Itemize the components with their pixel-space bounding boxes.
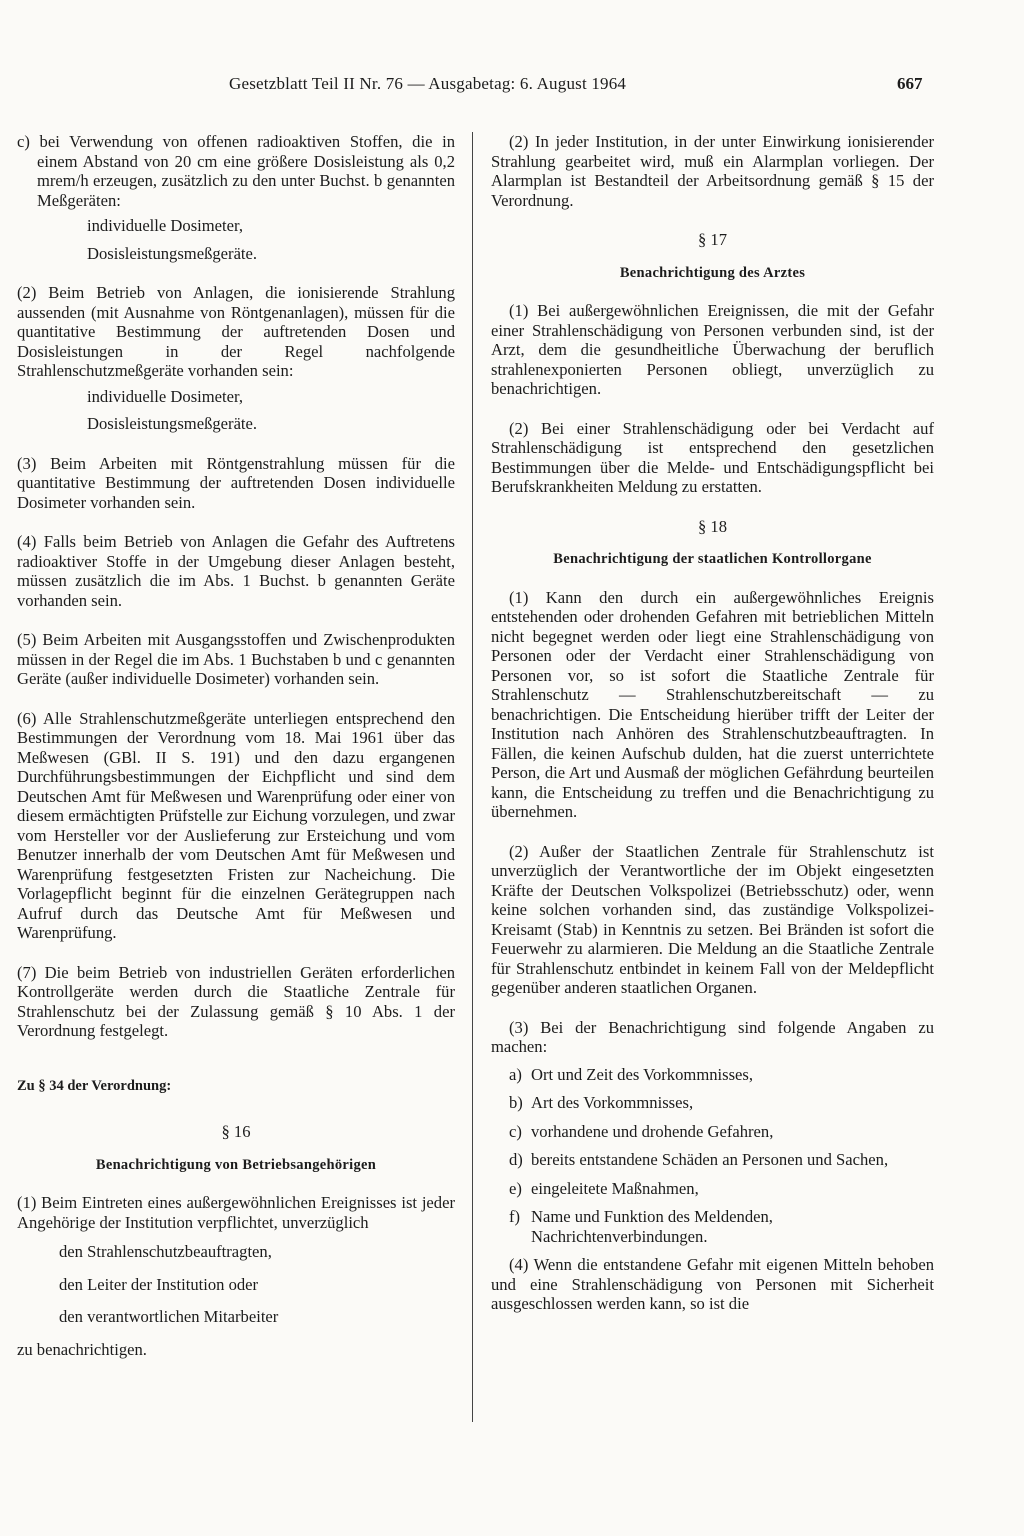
list-text: Ort und Zeit des Vorkommnisses, [531,1064,754,1084]
paragraph-7: (7) Die beim Betrieb von industriellen Geräten erforderlichen Kontrollgeräte werden durch die Staatliche Zentrale für Strahlenschutz bei der Zulassung gemäß § 10 Abs. 1 der Verordnung festgelegt. [17,962,455,1040]
section-16-paragraph-2: (2) In jeder Institution, in der unter Einwirkung ionisierender Strahlung gearbeitet wird, muß ein Alarmplan vorliegen. Der Alarmplan ist Bestandteil der Arbeitsordnung gemäß § 15 der Verordnung. [491,132,934,210]
section-16-recipient-list [17,1242,455,1327]
list-letter: f) [509,1207,521,1226]
item-c-sub2: Dosisleistungsmeßgeräte. [87,243,258,263]
page-number: 667 [897,74,923,93]
section-17-paragraph-1: (1) Bei außergewöhnlichen Ereignissen, die mit der Gefahr einer Strahlenschädigung von Personen verbunden sind, ist der Arzt, dem die gesundheitliche Überwachung der beruflich strahlenexponierten Personen obliegt, unverzüglich zu benachrichtigen. [491,301,934,398]
list-letter: d) [509,1150,523,1169]
list-item: den verantwortlichen Mitarbeiter [59,1307,279,1326]
list-item: den Strahlenschutzbeauftragten, [59,1242,272,1261]
paragraph-2-text: (2) Beim Betrieb von Anlagen, die ionisierende Strahlung aussenden (mit Ausnahme von Röntgenanlagen), müssen für die quantitative Bestimmung der auftretenden Dosen und Dosisleistungen in der Regel nachfolgende Strahlenschutzmeßgeräte vorhanden sein: [17,283,455,380]
list-item [491,1093,934,1113]
paragraph-2-sub1: individuelle Dosimeter, [87,386,244,406]
paragraph-6: (6) Alle Strahlenschutzmeßgeräte unterliegen entsprechend den Bestimmungen der Verordnung vom 18. Mai 1961 über das Meßwesen (GBl. II S. 191) und den dazu ergangenen Durchführungsbestimmungen der Eichpflicht und sind dem Deutschen Amt für Meßwesen und Warenprüfung oder einer von diesem ermächtigten Prüfstelle zur Eichung vorzulegen, und zwar vom Hersteller vor der Auslieferung zur Ersteichung und vom Benutzer innerhalb der vom Deutschen Amt für Meßwesen und Warenprüfung festgesetzten Fristen zur Nacheichung. Die Vorlagepflicht beginnt für die einzelnen Gerätegruppen nach Aufruf durch das Deutsche Amt für Meßwesen und Warenprüfung. [17,708,455,942]
section-17-number: § 17 [697,230,728,249]
item-c-sublist [17,216,455,263]
list-text: bereits entstandene Schäden an Personen und Sachen, [531,1150,889,1169]
paragraph-2 [17,283,455,434]
column-divider [472,132,473,1422]
list-item [491,1065,934,1085]
item-c-text: c) bei Verwendung von offenen radioaktiven Stoffen, die in einem Abstand von 20 cm eine größere Dosisleistung als 0,2 mrem/h erzeugen, zusätzlich zu den unter Buchst. b genannten Meßgeräten: [17,132,455,210]
section-16-number: § 16 [221,1122,251,1141]
list-letter: e) [509,1178,522,1198]
right-column [491,132,934,1314]
paragraph-2-sublist [17,387,455,434]
list-letter: a) [509,1064,522,1084]
section-18-paragraph-1: (1) Kann den durch ein außergewöhnliches Ereignis entstehenden oder drohenden Gefahren mit betrieblichen Mitteln nicht begegnet werden oder liegt eine Strahlenschädigung von Personen oder der Verdacht einer Strahlenschädigung von Personen vor, so ist sofort die Staatliche Zentrale für Strahlenschutz — Strahlenschutzbereitschaft — zu benachrichtigen. Die Entscheidung hierüber trifft der Leiter der Institution nach Anhören des Strahlenschutzbeauftragten. In Fällen, die keinen Aufschub dulden, hat die zuerst unterrichtete Person, die Art und Ausmaß der möglichen Gefährdung beurteilen kann, die Entscheidung zu treffen und die Benachrichtigung zu übernehmen. [491,587,934,821]
section-18-paragraph-2: (2) Außer der Staatlichen Zentrale für Strahlenschutz ist unverzüglich der Verantwortliche der im Objekt eingesetzten Kräfte der Deutschen Volkspolizei (Betriebsschutz) oder, wenn keine solchen vorhanden sind, das zuständige Volkspolizei-Kreisamt (Stab) in Kenntnis zu setzen. Bei Bränden ist sofort die Feuerwehr zu alarmieren. Die Meldung an die Staatliche Zentrale für Strahlenschutz entbindet in keinem Fall von der Meldepflicht gegenüber anderen staatlichen Organen. [491,841,934,997]
list-text: Name und Funktion des Meldenden, Nachrichtenverbindungen. [531,1207,773,1246]
section-18-title: Benachrichtigung der staatlichen Kontrollorgane [553,551,872,567]
list-item [491,1150,934,1170]
paragraph-5: (5) Beim Arbeiten mit Ausgangsstoffen und Zwischenprodukten müssen in der Regel die im Abs. 1 Buchstaben b und c genannten Geräte (außer individuelle Dosimeter) vorhanden sein. [17,630,455,688]
section-16-end: zu benachrichtigen. [17,1339,147,1359]
section-18-number: § 18 [697,516,728,536]
section-18-paragraph-3: (3) Bei der Benachrichtigung sind folgende Angaben zu machen: [491,1017,934,1056]
item-c-sub1: individuelle Dosimeter, [87,216,244,235]
list-item [491,1207,934,1246]
list-letter: b) [509,1093,523,1112]
section-16-title: Benachrichtigung von Betriebsangehörigen [95,1156,377,1173]
left-column [17,132,455,1359]
list-text: eingeleitete Maßnahmen, [531,1178,699,1198]
list-item: den Leiter der Institution oder [59,1274,259,1294]
item-c [17,132,455,263]
list-letter: c) [509,1121,522,1141]
list-text: Art des Vorkommnisses, [531,1093,694,1112]
paragraph-3: (3) Beim Arbeiten mit Röntgenstrahlung müssen für die quantitative Bestimmung der auftretenden Dosen individuelle Dosimeter vorhanden sein. [17,453,455,512]
section-18-details-list [491,1065,934,1247]
section-17-title: Benachrichtigung des Arztes [619,264,806,281]
section-16-paragraph-1: (1) Beim Eintreten eines außergewöhnlichen Ereignisses ist jeder Angehörige der Institution verpflichtet, unverzüglich [17,1193,455,1232]
section-18-paragraph-4: (4) Wenn die entstandene Gefahr mit eigenen Mitteln behoben und eine Strahlenschädigung von Personen mit Sicherheit ausgeschlossen werden kann, so ist die [491,1255,934,1313]
header-title: Gesetzblatt Teil II Nr. 76 — Ausgabetag: 6. August 1964 [229,74,627,93]
paragraph-4: (4) Falls beim Betrieb von Anlagen die Gefahr des Auftretens radioaktiver Stoffe in der Umgebung dieser Anlagen besteht, müssen zusätzlich die im Abs. 1 Buchst. b genannten Geräte vorhanden sein. [17,532,455,610]
zu-34-heading: Zu § 34 der Verordnung: [17,1077,172,1094]
section-17-paragraph-2: (2) Bei einer Strahlenschädigung oder bei Verdacht auf Strahlenschädigung ist entsprechend den gesetzlichen Bestimmungen über die Melde- und Entschädigungspflicht bei Berufskrankheiten Meldung zu erstatten. [491,418,934,496]
list-item [491,1179,934,1199]
paragraph-2-sub2: Dosisleistungsmeßgeräte. [87,414,258,433]
list-item [491,1122,934,1142]
list-text: vorhandene und drohende Gefahren, [531,1121,774,1141]
